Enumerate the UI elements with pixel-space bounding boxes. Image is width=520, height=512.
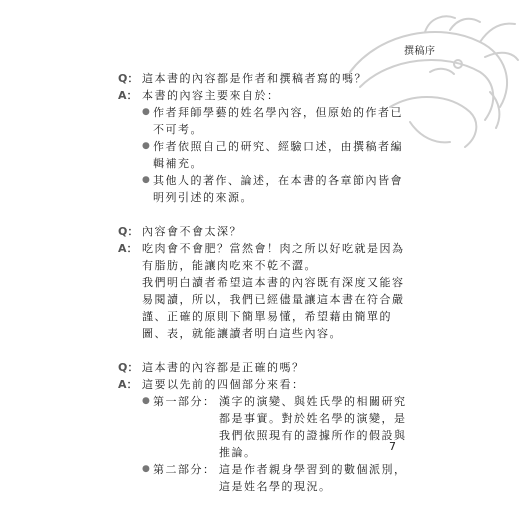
question-text: 這本書的內容都是正確的嗎？ (142, 361, 305, 374)
answer-paragraph: 我們明白讀者希望這本書的內容既有深度又能容易閱讀，所以，我們已經儘量讓這本書在符合嚴謹、正確的原則下簡單易懂，希望藉由簡單的圖、表，就能讓讀者明白這些內容。 (142, 276, 405, 340)
bullet-icon: ● (142, 175, 152, 185)
bullet-icon: ● (142, 464, 152, 474)
list-item: ● 其他人的著作、論述，在本書的各章節內皆會明列引述的來源。 (142, 174, 403, 204)
qa-block-2 (118, 223, 408, 342)
question-line (118, 223, 408, 240)
page-number: 7 (389, 440, 396, 453)
question-text: 內容會不會太深？ (142, 225, 242, 238)
part-text: 漢字的演變、與姓氏學的相關研究都是事實。對於姓名學的演變，是我們依照現有的證據所作的假設與推論。 (219, 395, 407, 459)
bullet-icon: ● (142, 396, 152, 406)
answer-line (118, 240, 408, 274)
answer-text: 吃肉會不會肥？當然會！肉之所以好吃就是因為有脂肪，能讓肉吃來不乾不澀。 (142, 242, 405, 272)
part-text: 這是作者親身學習到的數個派別，這是姓名學的現況。 (219, 463, 407, 493)
bullet-icon: ● (142, 107, 152, 117)
list-item: ● 作者依照自己的研究、經驗口述，由撰稿者編輯補充。 (142, 140, 403, 170)
question-marker: Q： (118, 361, 139, 374)
parts-list (118, 393, 408, 495)
question-line (118, 359, 408, 376)
question-marker: Q： (118, 225, 139, 238)
list-item (142, 393, 408, 461)
qa-content (118, 70, 408, 512)
list-item (142, 461, 408, 495)
bullet-icon: ● (142, 141, 152, 151)
list-item: ● 作者拜師學藝的姓名學內容，但原始的作者已不可考。 (142, 106, 403, 136)
answer-text: 這要以先前的四個部分來看： (142, 378, 305, 391)
qa-block-1 (118, 70, 408, 206)
question-line (118, 70, 408, 87)
part-label: 第一部分： (153, 395, 216, 408)
answer-marker: A： (118, 242, 138, 255)
section-header: 撰稿序 (404, 46, 436, 57)
answer-line (118, 87, 408, 104)
qa-block-3 (118, 359, 408, 495)
answer-marker: A： (118, 378, 138, 391)
answer-marker: A： (118, 89, 138, 102)
answer-line (118, 376, 408, 393)
part-label: 第二部分： (153, 463, 216, 476)
answer-text: 本書的內容主要來自於： (142, 89, 280, 102)
question-text: 這本書的內容都是作者和撰稿者寫的嗎？ (142, 72, 367, 85)
question-marker: Q： (118, 72, 139, 85)
source-list (118, 104, 408, 206)
